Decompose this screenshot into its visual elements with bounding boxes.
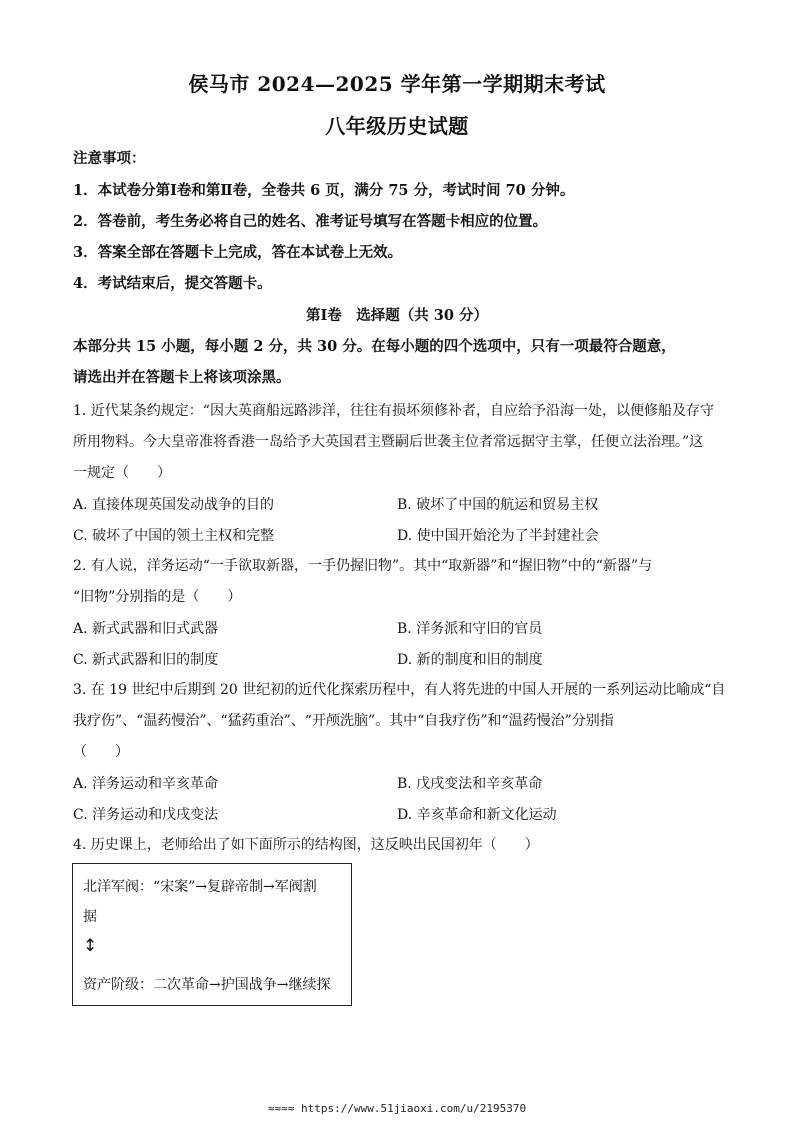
exam-title: 侯马市 2024—2025 学年第一学期期末考试 — [188, 72, 606, 96]
diagram-warlord-row: 北洋军阀：“宋案”→复辟帝制→军阀割 — [83, 879, 317, 895]
notice-item: 1．本试卷分第Ⅰ卷和第Ⅱ卷，全卷共 6 页，满分 75 分，考试时间 70 分钟。 — [73, 182, 575, 199]
option-c: C. 洋务运动和戊戌变法 — [73, 807, 219, 823]
option-c: C. 新式武器和旧的制度 — [73, 652, 219, 668]
double-arrow-icon: ↕ — [83, 936, 98, 956]
option-d: D. 使中国开始沦为了半封建社会 — [397, 528, 599, 544]
question-text: 3. 在 19 世纪中后期到 20 世纪初的近代化探索历程中，有人将先进的中国人开展的一系列运动比喻成“自 — [73, 682, 726, 698]
diagram-bourgeois-row: 资产阶级：二次革命→护国战争→继续探 — [83, 977, 331, 993]
option-d: D. 新的制度和旧的制度 — [397, 652, 543, 668]
diagram-warlord-row-cont: 据 — [83, 909, 97, 925]
option-d: D. 辛亥革命和新文化运动 — [397, 807, 557, 823]
section-intro: 本部分共 15 小题，每小题 2 分，共 30 分。在每小题的四个选项中，只有一项最符合题意， — [73, 338, 676, 355]
notice-heading: 注意事项： — [73, 150, 146, 167]
question-text: 我疗伤”、“温药慢治”、“猛药重治”、“开颅洗脑”。其中“自我疗伤”和“温药慢治”分别指 — [73, 713, 614, 729]
option-a: A. 新式武器和旧式武器 — [73, 621, 219, 637]
exam-subtitle: 八年级历史试题 — [325, 114, 469, 138]
question-text: 所用物料。今大皇帝准将香港一岛给予大英国君主暨嗣后世袭主位者常远据守主掌，任便立法治理。”这 — [73, 434, 704, 450]
question-text: 2. 有人说，洋务运动“一手欲取新器，一手仍握旧物”。其中“取新器”和“握旧物”中的“新器”与 — [73, 558, 653, 574]
notice-item: 2．答卷前，考生务必将自己的姓名、准考证号填写在答题卡相应的位置。 — [73, 213, 548, 230]
question-text: 4. 历史课上，老师给出了如下面所示的结构图，这反映出民国初年（ ） — [73, 837, 539, 853]
question-text: “旧物”分别指的是（ ） — [73, 589, 242, 605]
question-text: 1. 近代某条约规定：“因大英商船远路涉洋，往往有损坏须修补者，自应给予沿海一处，以便修船及存守 — [73, 403, 714, 419]
option-b: B. 破坏了中国的航运和贸易主权 — [397, 497, 599, 513]
section-intro: 请选出并在答题卡上将该项涂黑。 — [73, 369, 291, 386]
question-text: 一规定（ ） — [73, 465, 171, 481]
section-title: 第Ⅰ卷 选择题（共 30 分） — [305, 307, 489, 324]
notice-item: 4．考试结束后，提交答题卡。 — [73, 275, 272, 292]
option-a: A. 直接体现英国发动战争的目的 — [73, 497, 275, 513]
option-a: A. 洋务运动和辛亥革命 — [73, 776, 219, 792]
structure-diagram — [72, 863, 352, 1006]
notice-item: 3．答案全部在答题卡上完成，答在本试卷上无效。 — [73, 244, 403, 261]
option-b: B. 戊戌变法和辛亥革命 — [397, 776, 543, 792]
option-c: C. 破坏了中国的领土主权和完整 — [73, 528, 275, 544]
footer-url: ≈≈≈≈ https://www.51jiaoxi.com/u/2195370 — [267, 1102, 527, 1115]
question-text: （ ） — [73, 744, 129, 760]
option-b: B. 洋务派和守旧的官员 — [397, 621, 543, 637]
